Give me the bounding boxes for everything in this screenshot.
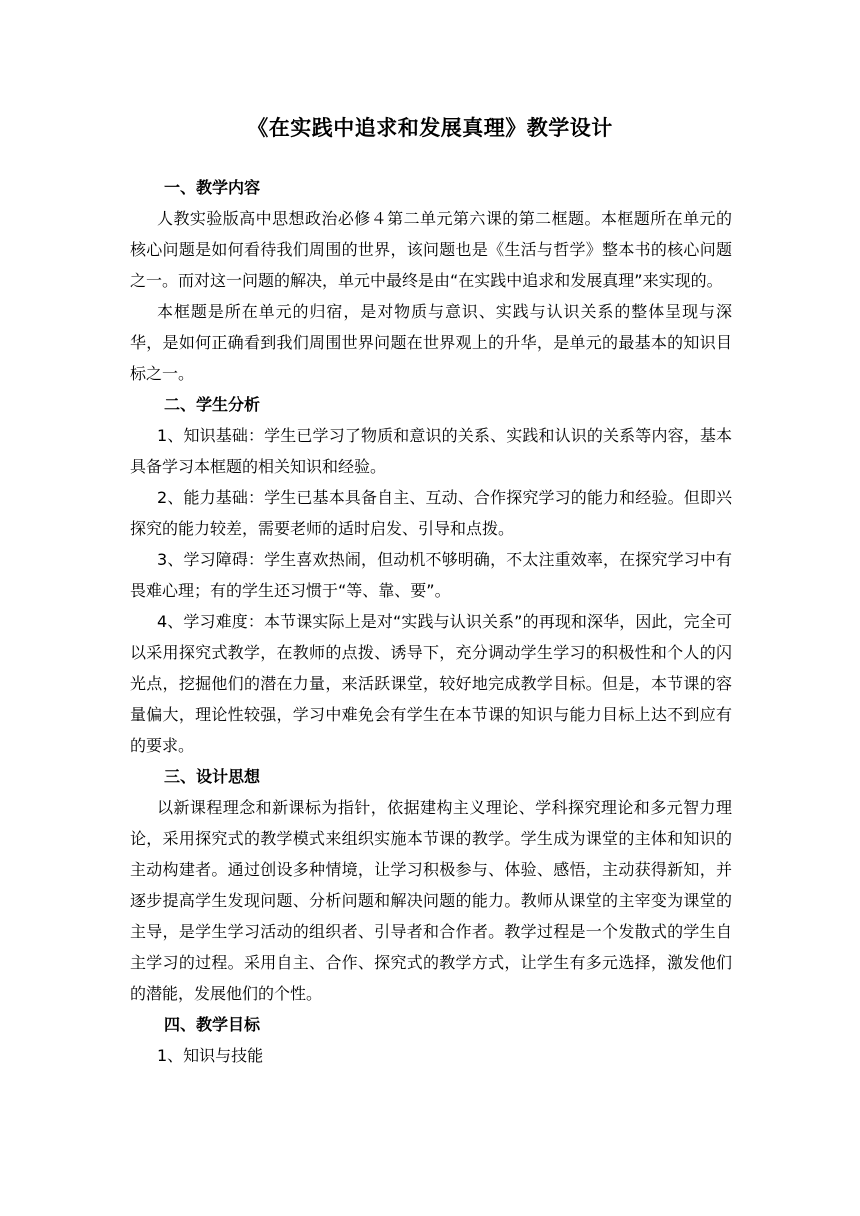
paragraph: 2、能力基础：学生已基本具备自主、互动、合作探究学习的能力和经验。但即兴探究的能力较差，需要老师的适时启发、引导和点拨。 bbox=[130, 488, 732, 538]
section-heading-student-analysis: 二、学生分析 bbox=[164, 395, 261, 414]
section-heading-teaching-goals: 四、教学目标 bbox=[164, 1015, 261, 1034]
document-title: 《在实践中追求和发展真理》教学设计 bbox=[247, 116, 613, 140]
document-body bbox=[130, 172, 732, 1071]
paragraph: 3、学习障碍：学生喜欢热闹，但动机不够明确，不太注重效率，在探究学习中有畏难心理；有的学生还习惯于“等、靠、要”。 bbox=[130, 550, 732, 600]
paragraph: 人教实验版高中思想政治必修４第二单元第六课的第二框题。本框题所在单元的核心问题是如何看待我们周围的世界，该问题也是《生活与哲学》整本书的核心问题之一。而对这一问题的解决，单元中最终是由“在实践中追求和发展真理”来实现的。 bbox=[130, 209, 732, 290]
paragraph: 1、知识与技能 bbox=[157, 1046, 264, 1065]
section-heading-design-idea: 三、设计思想 bbox=[164, 767, 261, 786]
paragraph: 4、学习难度：本节课实际上是对“实践与认识关系”的再现和深华，因此，完全可以采用探究式教学，在教师的点拨、诱导下，充分调动学生学习的积极性和个人的闪光点，挖掘他们的潜在力量，来活跃课堂，较好地完成教学目标。但是，本节课的容量偏大，理论性较强，学习中难免会有学生在本节课的知识与能力目标上达不到应有的要求。 bbox=[130, 612, 732, 755]
paragraph: 本框题是所在单元的归宿，是对物质与意识、实践与认识关系的整体呈现与深华，是如何正确看到我们周围世界问题在世界观上的升华，是单元的最基本的知识目标之一。 bbox=[130, 302, 732, 383]
paragraph: 以新课程理念和新课标为指针，依据建构主义理论、学科探究理论和多元智力理论，采用探究式的教学模式来组织实施本节课的教学。学生成为课堂的主体和知识的主动构建者。通过创设多种情境，让学习积极参与、体验、感悟，主动获得新知，并逐步提高学生发现问题、分析问题和解决问题的能力。教师从课堂的主宰变为课堂的主导，是学生学习活动的组织者、引导者和合作者。教学过程是一个发散式的学生自主学习的过程。采用自主、合作、探究式的教学方式，让学生有多元选择，激发他们的潜能，发展他们的个性。 bbox=[130, 798, 732, 1003]
paragraph: 1、知识基础：学生已学习了物质和意识的关系、实践和认识的关系等内容，基本具备学习本框题的相关知识和经验。 bbox=[130, 426, 732, 476]
section-heading-content: 一、教学内容 bbox=[164, 178, 261, 197]
